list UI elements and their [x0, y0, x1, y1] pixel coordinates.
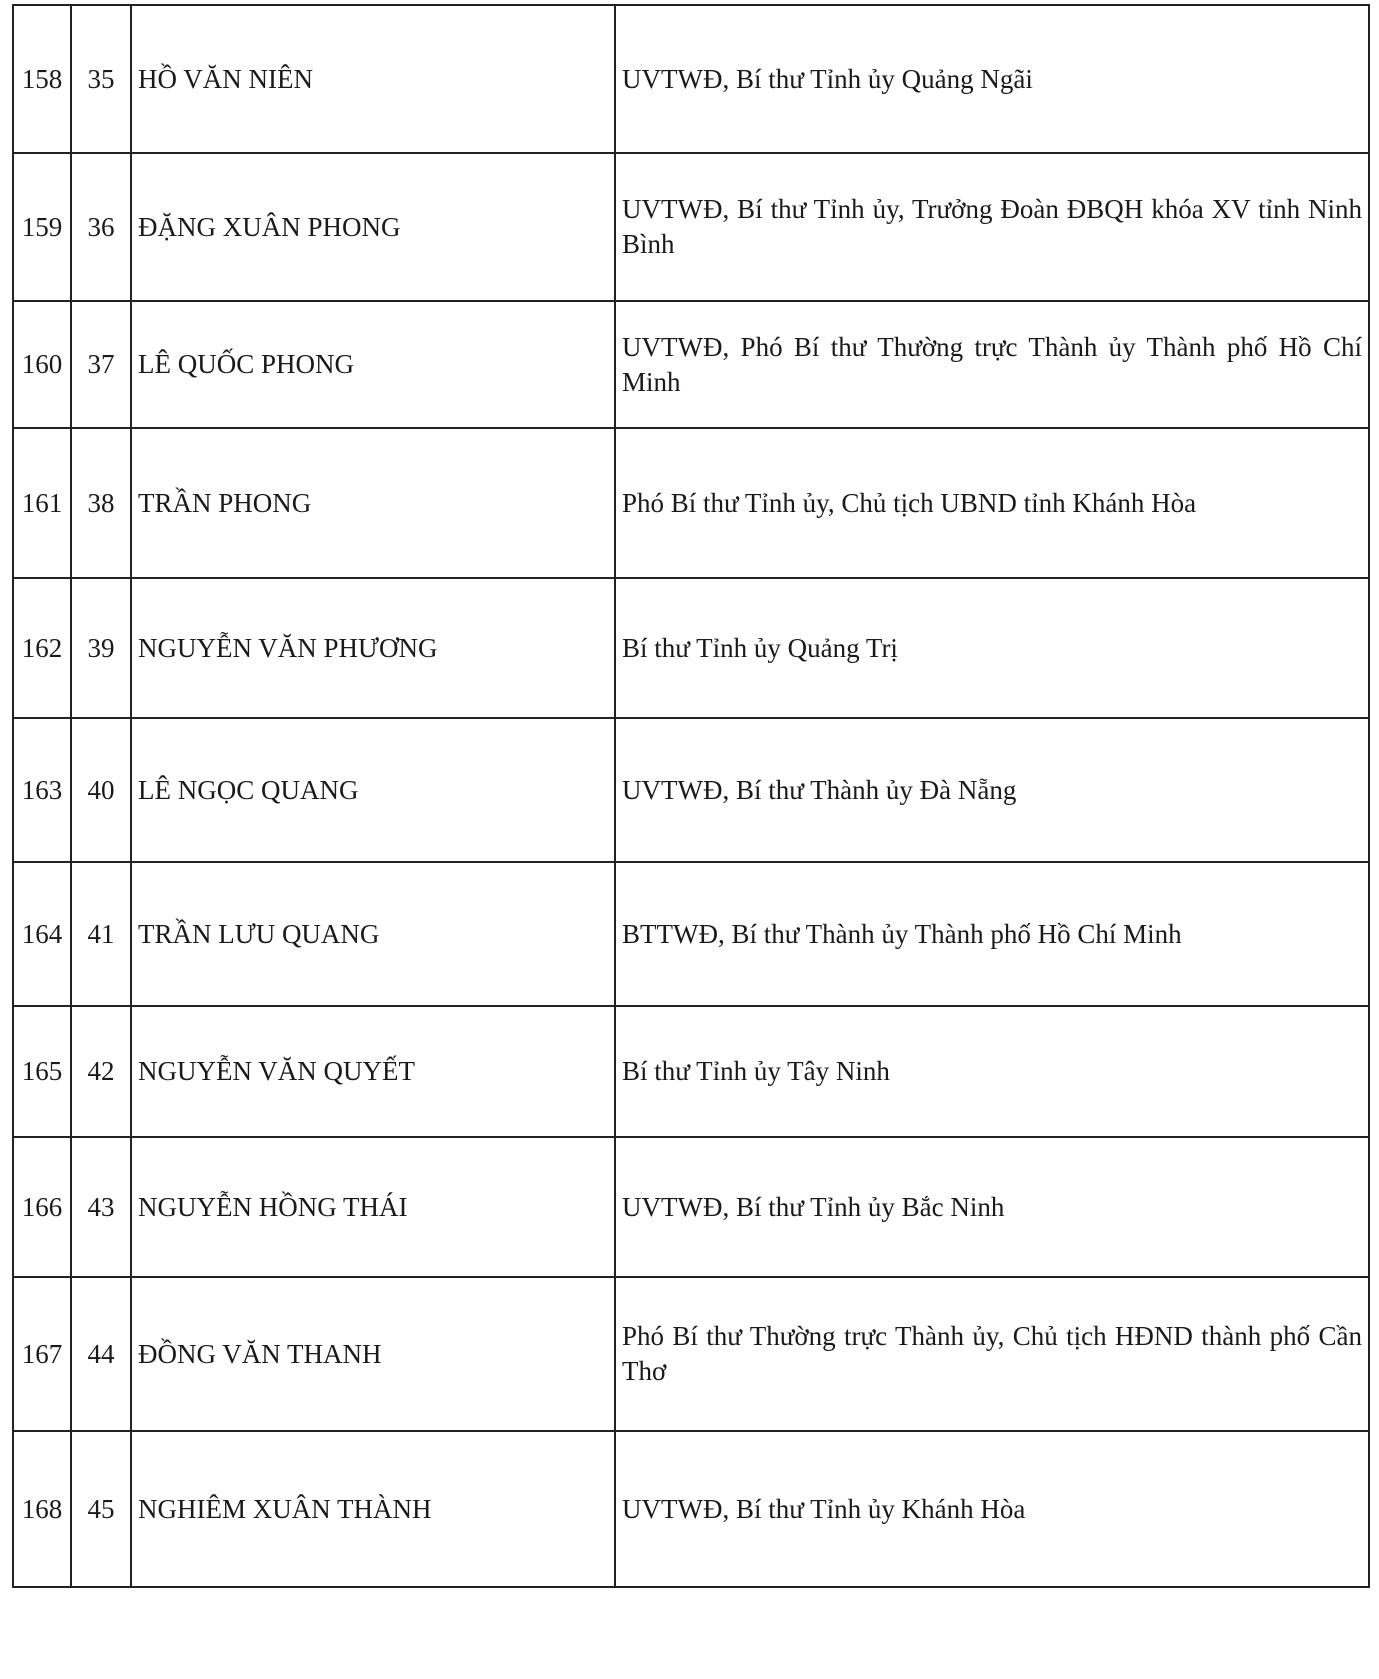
overall-number-cell: 165: [13, 1006, 71, 1137]
group-number-cell: 35: [71, 5, 131, 153]
overall-number-cell: 166: [13, 1137, 71, 1277]
position-cell: UVTWĐ, Bí thư Tỉnh ủy Bắc Ninh: [615, 1137, 1369, 1277]
overall-number-cell: 168: [13, 1431, 71, 1587]
overall-number-cell: 158: [13, 5, 71, 153]
group-number-cell: 44: [71, 1277, 131, 1431]
position-cell: UVTWĐ, Bí thư Tỉnh ủy, Trưởng Đoàn ĐBQH khóa XV tỉnh Ninh Bình: [615, 153, 1369, 301]
name-cell: HỒ VĂN NIÊN: [131, 5, 615, 153]
name-cell: LÊ QUỐC PHONG: [131, 301, 615, 428]
overall-number-cell: 167: [13, 1277, 71, 1431]
position-cell: Phó Bí thư Tỉnh ủy, Chủ tịch UBND tỉnh Khánh Hòa: [615, 428, 1369, 578]
table-row: [13, 301, 1369, 428]
name-cell: TRẦN PHONG: [131, 428, 615, 578]
overall-number-cell: 159: [13, 153, 71, 301]
overall-number-cell: 161: [13, 428, 71, 578]
table-row: [13, 1006, 1369, 1137]
group-number-cell: 36: [71, 153, 131, 301]
position-cell: Bí thư Tỉnh ủy Quảng Trị: [615, 578, 1369, 718]
name-cell: LÊ NGỌC QUANG: [131, 718, 615, 862]
position-cell: Phó Bí thư Thường trực Thành ủy, Chủ tịch HĐND thành phố Cần Thơ: [615, 1277, 1369, 1431]
group-number-cell: 41: [71, 862, 131, 1006]
table-row: [13, 578, 1369, 718]
name-cell: NGHIÊM XUÂN THÀNH: [131, 1431, 615, 1587]
position-cell: BTTWĐ, Bí thư Thành ủy Thành phố Hồ Chí Minh: [615, 862, 1369, 1006]
table-row: [13, 1431, 1369, 1587]
table-row: [13, 1137, 1369, 1277]
table-row: [13, 1277, 1369, 1431]
table-row: [13, 153, 1369, 301]
name-cell: NGUYỄN VĂN PHƯƠNG: [131, 578, 615, 718]
table-row: [13, 428, 1369, 578]
group-number-cell: 42: [71, 1006, 131, 1137]
overall-number-cell: 162: [13, 578, 71, 718]
name-cell: ĐỒNG VĂN THANH: [131, 1277, 615, 1431]
position-cell: Bí thư Tỉnh ủy Tây Ninh: [615, 1006, 1369, 1137]
name-cell: NGUYỄN HỒNG THÁI: [131, 1137, 615, 1277]
group-number-cell: 45: [71, 1431, 131, 1587]
group-number-cell: 40: [71, 718, 131, 862]
position-cell: UVTWĐ, Bí thư Tỉnh ủy Khánh Hòa: [615, 1431, 1369, 1587]
name-cell: NGUYỄN VĂN QUYẾT: [131, 1006, 615, 1137]
group-number-cell: 43: [71, 1137, 131, 1277]
overall-number-cell: 160: [13, 301, 71, 428]
group-number-cell: 38: [71, 428, 131, 578]
name-cell: ĐẶNG XUÂN PHONG: [131, 153, 615, 301]
table-row: [13, 862, 1369, 1006]
delegate-table: [12, 4, 1370, 1588]
table-row: [13, 718, 1369, 862]
position-cell: UVTWĐ, Bí thư Thành ủy Đà Nẵng: [615, 718, 1369, 862]
name-cell: TRẦN LƯU QUANG: [131, 862, 615, 1006]
group-number-cell: 37: [71, 301, 131, 428]
position-cell: UVTWĐ, Bí thư Tỉnh ủy Quảng Ngãi: [615, 5, 1369, 153]
group-number-cell: 39: [71, 578, 131, 718]
overall-number-cell: 163: [13, 718, 71, 862]
position-cell: UVTWĐ, Phó Bí thư Thường trực Thành ủy Thành phố Hồ Chí Minh: [615, 301, 1369, 428]
table-row: [13, 5, 1369, 153]
overall-number-cell: 164: [13, 862, 71, 1006]
